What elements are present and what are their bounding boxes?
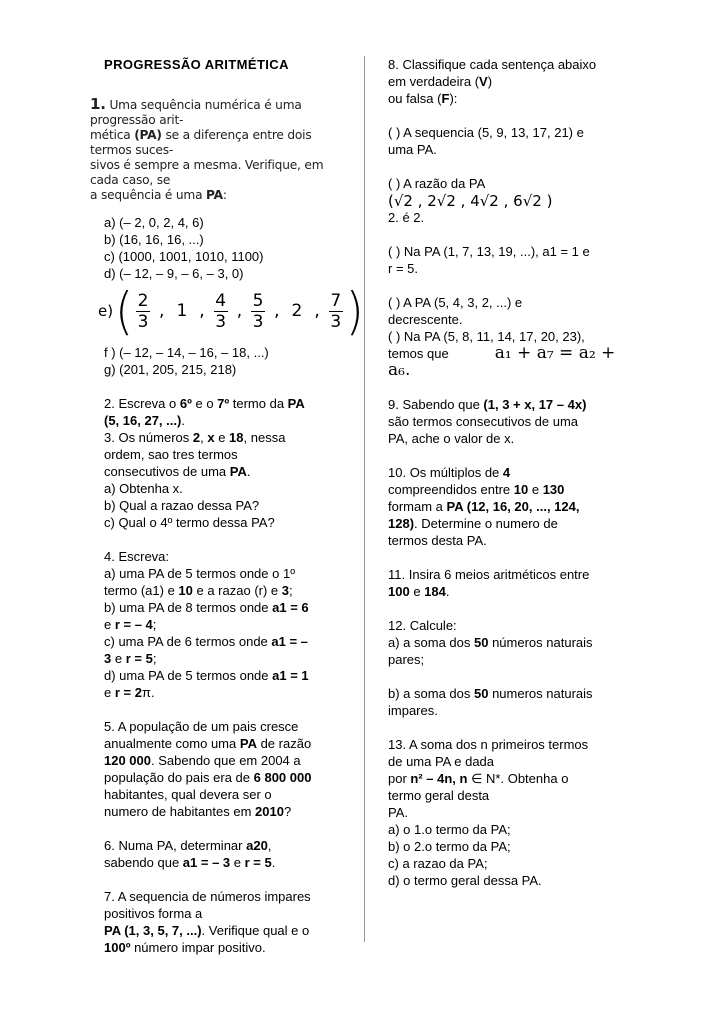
list-item: c) a razao da PA; [388, 856, 488, 871]
text: Classifique cada sentença abaixo [398, 57, 597, 72]
sqrt-sequence: (√2 , 2√2 , 4√2 , 6√2 ) [388, 192, 553, 210]
bold-text: PA [229, 464, 247, 479]
q1-item-g: g) (201, 205, 215, 218) [104, 362, 237, 377]
statement-1: ( ) A sequencia (5, 9, 13, 17, 21) e [388, 125, 584, 140]
bold-text: 7º [217, 396, 230, 411]
text: em verdadeira ( [388, 74, 480, 89]
question-1-number: 1. [90, 95, 106, 113]
text: , nessa [243, 430, 286, 445]
text: consecutivos de uma [104, 464, 230, 479]
question-5 [104, 718, 348, 820]
bold-text: r = 5 [244, 855, 272, 870]
statement-2: ( ) A razão da PA [388, 176, 485, 191]
question-1-intro [90, 97, 352, 203]
bold-text: 184 [424, 584, 446, 599]
bold-text: F [441, 91, 450, 106]
list-item: b) o 2.o termo da PA; [388, 839, 511, 854]
q1-intro-line-3: sivos é sempre a mesma. Verifique, em cada caso, se [90, 158, 324, 187]
bold-text: 2010 [255, 804, 284, 819]
text: PA. [388, 805, 408, 820]
text: . [181, 413, 185, 428]
text: , [267, 838, 272, 853]
text: ∈ [467, 771, 487, 786]
question-number: 9. [388, 397, 399, 412]
bold-text: 18 [229, 430, 244, 445]
q1-item-e-fractions [98, 281, 364, 341]
question-number: 3. [104, 430, 115, 445]
bold-text: PA [239, 736, 257, 751]
text: e [104, 617, 115, 632]
question-number: 7. [104, 889, 115, 904]
question-number: 4. [104, 549, 115, 564]
text: população do pais era de [104, 770, 254, 785]
document-title: PROGRESSÃO ARITMÉTICA [104, 57, 289, 72]
fraction-numerator: 2 [137, 290, 149, 311]
question-12 [388, 617, 638, 719]
text: termos desta PA. [388, 533, 487, 548]
text: Numa PA, determinar [114, 838, 247, 853]
text: ordem, sao tres termos [104, 447, 238, 462]
text: Insira 6 meios aritméticos entre [405, 567, 590, 582]
bold-text: 2 [192, 430, 201, 445]
text: número impar positivo. [130, 940, 266, 955]
text: e a razao (r) e [192, 583, 282, 598]
text: A soma dos n primeiros termos [406, 737, 589, 752]
bold-text: (5, 16, 27, ...) [104, 413, 182, 428]
list-item: a) Obtenha x. [104, 481, 183, 496]
text: e [409, 584, 425, 599]
q1-item-d: d) (– 12, – 9, – 6, – 3, 0) [104, 266, 244, 281]
question-6 [104, 837, 348, 871]
bold-text: 100 [388, 584, 410, 599]
equation: a₁ + a₇ = a₂ + a₆. [388, 343, 616, 380]
bold-text: r = 5 [125, 651, 153, 666]
text: números naturais [488, 635, 593, 650]
bold-text: 3 [104, 651, 112, 666]
q1-intro-pa2: PA [206, 188, 223, 202]
bold-text: a1 = 6 [272, 600, 309, 615]
text: sabendo que [104, 855, 183, 870]
question-number: 8. [388, 57, 399, 72]
text: positivos forma a [104, 906, 203, 921]
column-divider [364, 56, 365, 942]
text: . Verifique qual e o [201, 923, 310, 938]
fraction-denominator: 3 [215, 311, 227, 332]
fraction [136, 291, 150, 332]
text: ; [289, 583, 293, 598]
q1-intro-line-2b: se a diferença entre dois termos suces- [90, 128, 312, 157]
text: b) a soma dos [388, 686, 474, 701]
text: termo geral desta [388, 788, 490, 803]
list-item: d) o termo geral dessa PA. [388, 873, 542, 888]
bold-text: PA (1, 3, 5, 7, ...) [104, 923, 202, 938]
bold-text: r = – 4 [114, 617, 153, 632]
bold-text: PA (12, 16, 20, ..., 124, [446, 499, 580, 514]
question-13 [388, 736, 638, 889]
text: . Sabendo que em 2004 a [151, 753, 301, 768]
bold-text: 130 [542, 482, 565, 497]
text: Escreva: [114, 549, 170, 564]
bold-text: a20 [246, 838, 268, 853]
text: Calcule: [406, 618, 457, 633]
text: . Determine o numero de [414, 516, 558, 531]
statement-1-end: uma PA. [388, 142, 437, 157]
bold-text: a1 = – [271, 634, 308, 649]
text: compreendidos entre [388, 482, 514, 497]
q1-intro-colon: : [222, 188, 227, 202]
bold-text: 10 [513, 482, 529, 497]
text: ; [152, 617, 157, 632]
separator: , [314, 300, 320, 321]
text: a) a soma dos [388, 635, 474, 650]
text: ): [449, 91, 458, 106]
text: de uma PA e dada [388, 754, 495, 769]
list-item: c) Qual o 4º termo dessa PA? [104, 515, 275, 530]
bold-text: 50 [474, 686, 489, 701]
text: formam a [388, 499, 447, 514]
text: de razão [256, 736, 312, 751]
q1-intro-line-4: a sequência é uma [90, 188, 207, 202]
text: PA, ache o valor de x. [388, 431, 515, 446]
bold-text: (1, 3 + x, 17 – 4x) [483, 397, 587, 412]
bold-text: 6º [179, 396, 192, 411]
fraction-numerator: 5 [252, 290, 264, 311]
question-9 [388, 396, 638, 447]
question-number: 12. [388, 618, 407, 633]
bold-text: V [479, 74, 488, 89]
statement-3-end: r = 5. [388, 261, 418, 276]
bold-text: 50 [474, 635, 489, 650]
text: termo (a1) e [104, 583, 179, 598]
question-7 [104, 888, 348, 956]
q1-item-b: b) (16, 16, 16, ...) [104, 232, 204, 247]
text: , [200, 430, 208, 445]
fraction [329, 291, 343, 332]
bold-text: r = 2 [114, 685, 142, 700]
right-column [388, 56, 638, 889]
bold-text: 10 [178, 583, 193, 598]
text: Sabendo que [398, 397, 484, 412]
bold-text: x [207, 430, 215, 445]
bold-text: 100º [104, 940, 131, 955]
statement-5: ( ) Na PA (5, 8, 11, 14, 17, 20, 23), [388, 329, 585, 344]
question-number: 5. [104, 719, 115, 734]
question-3 [104, 429, 348, 531]
text: A população de um pais cresce [114, 719, 299, 734]
fraction-numerator: 4 [215, 290, 227, 311]
text: . [445, 584, 450, 599]
bold-text: 6 800 000 [253, 770, 312, 785]
question-4 [104, 548, 348, 701]
separator: , [274, 300, 280, 321]
text: A sequencia de números impares [114, 889, 311, 904]
integer-term: 2 [291, 300, 303, 321]
text: ou falsa ( [388, 91, 442, 106]
right-paren: ) [345, 281, 364, 341]
fraction-denominator: 3 [252, 311, 264, 332]
text: habitantes, qual devera ser o [104, 787, 272, 802]
bold-text: 128) [388, 516, 415, 531]
question-number: 6. [104, 838, 115, 853]
question-8 [388, 56, 638, 379]
question-number: 13. [388, 737, 407, 752]
bold-text: n² – 4n, n [410, 771, 468, 786]
text: são termos consecutivos de uma [388, 414, 579, 429]
bold-text: a1 = – 3 [182, 855, 231, 870]
list-item: a) o 1.o termo da PA; [388, 822, 511, 837]
question-10 [388, 464, 638, 549]
q1-intro-line-2a: mética [90, 128, 135, 142]
q1-intro-line-1: Uma sequência numérica é uma progressão arit- [90, 98, 302, 127]
q1-item-a: a) (– 2, 0, 2, 4, 6) [104, 215, 204, 230]
bold-text: PA [287, 396, 305, 411]
text: por [388, 771, 411, 786]
text: numeros naturais [488, 686, 593, 701]
text: . [246, 464, 251, 479]
bold-text: a1 = 1 [272, 668, 309, 683]
text: a) uma PA de 5 termos onde o 1º [104, 566, 295, 581]
question-number: 2. [104, 396, 115, 411]
text: . [150, 685, 155, 700]
text: ) [487, 74, 493, 89]
text: π [141, 685, 151, 700]
bold-text: 4 [502, 465, 511, 480]
statement-3: ( ) Na PA (1, 7, 13, 19, ...), a1 = 1 e [388, 244, 590, 259]
question-number: 11. [388, 567, 406, 582]
fraction-denominator: 3 [137, 311, 149, 332]
left-paren: ( [115, 281, 134, 341]
left-column [90, 56, 364, 956]
q1-item-c: c) (1000, 1001, 1010, 1100) [104, 249, 264, 264]
separator: , [199, 300, 205, 321]
statement-4: ( ) A PA (5, 4, 3, 2, ...) e [388, 295, 523, 310]
fraction-denominator: 3 [330, 311, 342, 332]
question-11 [388, 566, 638, 600]
question-number: 10. [388, 465, 407, 480]
text: e [528, 482, 543, 497]
text: e [104, 685, 115, 700]
statement-2-end: 2. é 2. [388, 210, 425, 225]
integer-term: 1 [176, 300, 188, 321]
list-item: b) Qual a razao dessa PA? [104, 498, 260, 513]
fraction [214, 291, 228, 332]
fraction [251, 291, 265, 332]
q1-item-f: f ) (– 12, – 14, – 16, – 18, ...) [104, 345, 269, 360]
q1-intro-pa: (PA) [134, 128, 162, 142]
text: Escreva o [114, 396, 180, 411]
text: termo da [229, 396, 288, 411]
text: impares. [388, 703, 438, 718]
text: N*. Obtenha o [486, 771, 569, 786]
text: c) uma PA de 6 termos onde [104, 634, 272, 649]
separator: , [159, 300, 165, 321]
bold-text: 120 000 [104, 753, 151, 768]
bold-text: 3 [281, 583, 289, 598]
separator: , [236, 300, 243, 321]
text: e [214, 430, 230, 445]
q1-item-e-label: e) [98, 301, 114, 320]
text: anualmente como uma [104, 736, 240, 751]
text: ; [152, 651, 157, 666]
text: b) uma PA de 8 termos onde [104, 600, 273, 615]
text: pares; [388, 652, 425, 667]
question-2 [104, 395, 348, 429]
text: numero de habitantes em [104, 804, 256, 819]
text: ? [283, 804, 292, 819]
text: . [271, 855, 276, 870]
statement-5-end: temos que [388, 346, 449, 361]
text: d) uma PA de 5 termos onde [104, 668, 273, 683]
text: Os números [114, 430, 193, 445]
text: e [230, 855, 245, 870]
text: e o [191, 396, 218, 411]
statement-4-end: decrescente. [388, 312, 463, 327]
text: Os múltiplos de [406, 465, 503, 480]
text: e [111, 651, 126, 666]
fraction-numerator: 7 [330, 290, 342, 311]
